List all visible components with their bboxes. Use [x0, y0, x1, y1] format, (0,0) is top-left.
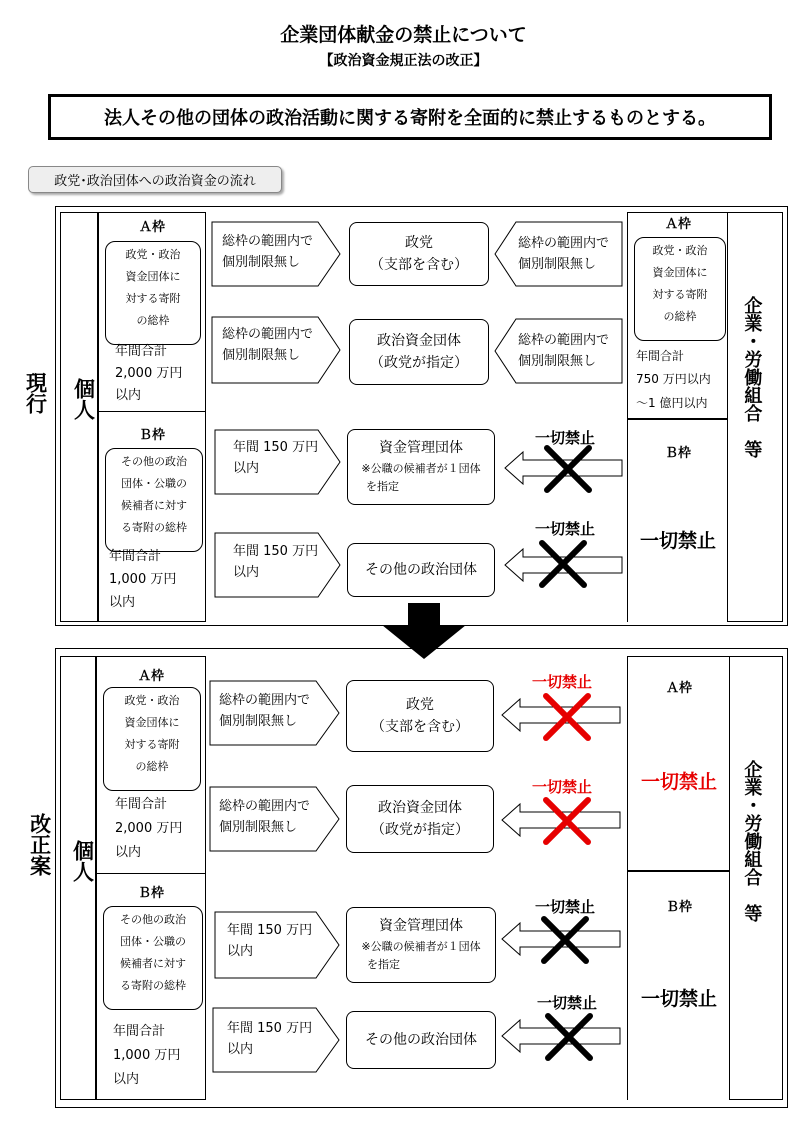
desc-line: 政党・政治 [125, 248, 181, 261]
current-b-title: Ｂ枠 [138, 428, 165, 443]
current-label: 現行 [23, 372, 48, 414]
proposal-ban-x-3 [544, 919, 586, 961]
desc-line: の総枠 [663, 310, 697, 323]
total-line: 2,000 万円 [115, 821, 183, 837]
arrow-line: 年間 150 万円 [233, 440, 319, 455]
arrow-line: 以内 [233, 460, 260, 476]
total-line: 年間合計 [115, 797, 168, 812]
recipient-name: 資金管理団体 [379, 440, 463, 457]
proposal-label: 改正案 [27, 813, 52, 876]
total-line: 以内 [115, 388, 142, 404]
desc-line: 候補者に対す [120, 957, 186, 970]
current-corp-a-title: Ａ枠 [664, 217, 691, 232]
total-line: 2,000 万円 [115, 366, 183, 382]
arrow-line: 総枠の範囲内で [222, 327, 314, 342]
proposal-b-title: Ｂ枠 [137, 886, 164, 901]
desc-line: 資金団体に [652, 266, 708, 279]
arrow-line: 総枠の範囲内で [518, 236, 610, 251]
arrow-line: 以内 [227, 1041, 254, 1057]
total-line: 年間合計 [115, 344, 168, 359]
page-subtitle: 【政治資金規正法の改正】 [319, 53, 488, 69]
arrow-line: 以内 [233, 564, 260, 580]
desc-line: 対する寄附 [125, 292, 181, 305]
recipient-sub: （政党が指定） [371, 822, 469, 838]
proposal-ban-2-label: 一切禁止 [532, 778, 593, 796]
total-line: ～1 億円以内 [636, 395, 708, 410]
total-line: 以内 [109, 594, 136, 610]
arrow-line: 個別制限無し [219, 819, 298, 835]
recipient-name: 政治資金団体 [378, 799, 462, 816]
current-corp-label: 企業・労働組合 等 [741, 296, 763, 458]
arrow-line: 年間 150 万円 [233, 544, 319, 559]
recipient-name: 資金管理団体 [379, 918, 463, 935]
proposal-ban-x-1 [546, 696, 588, 738]
arrow-line: 総枠の範囲内で [219, 799, 311, 814]
total-line: 年間合計 [113, 1024, 166, 1039]
desc-line: の総枠 [135, 760, 169, 773]
desc-line: 資金団体に [124, 716, 180, 729]
recipient-note: を指定 [367, 958, 400, 972]
desc-line: る寄附の総枠 [121, 521, 187, 534]
arrow-line: 以内 [227, 943, 254, 959]
arrow-line: 年間 150 万円 [227, 1021, 313, 1036]
current-corp-b-ban: 一切禁止 [639, 530, 716, 552]
recipient-name: その他の政治団体 [365, 1031, 477, 1048]
arrow-line: 総枠の範囲内で [222, 234, 314, 249]
current-ban-2-label: 一切禁止 [535, 520, 596, 538]
desc-line: 対する寄附 [652, 288, 708, 301]
proposal-individual-label: 個人 [70, 840, 95, 882]
desc-line: その他の政治 [121, 455, 187, 468]
recipient-sub: （支部を含む） [370, 257, 468, 273]
proposal-corp-b-title: Ｂ枠 [665, 900, 692, 915]
recipient-note: を指定 [366, 480, 399, 494]
proposal-ban-1-label: 一切禁止 [532, 673, 593, 691]
page-title: 企業団体献金の禁止について [280, 24, 527, 46]
recipient-name: 政党 [405, 234, 433, 251]
total-line: 年間合計 [636, 349, 685, 363]
total-line: 1,000 万円 [113, 1048, 181, 1064]
proposal-left-arrow-2 [210, 787, 339, 851]
total-line: 1,000 万円 [109, 571, 177, 587]
arrow-line: 個別制限無し [222, 347, 301, 363]
current-ban-x-1 [547, 448, 589, 490]
desc-line: 団体・公職の [121, 477, 187, 490]
desc-line: の総枠 [136, 314, 170, 327]
current-left-arrow-2 [212, 317, 340, 383]
recipient-note: ※公職の候補者が１団体 [361, 461, 481, 475]
proposal-left-arrow-4 [213, 1008, 339, 1072]
recipient-note: ※公職の候補者が１団体 [361, 939, 481, 953]
total-line: 750 万円以内 [636, 372, 711, 387]
proposal-left-arrow-3 [215, 912, 339, 978]
desc-line: 資金団体に [125, 270, 181, 283]
current-left-arrow-4 [215, 533, 340, 597]
flow-label: 政党･政治団体への政治資金の流れ [28, 166, 282, 193]
proposal-corp-b-ban: 一切禁止 [640, 988, 717, 1010]
current-corp-b-title: Ｂ枠 [664, 446, 691, 461]
arrow-line: 総枠の範囲内で [518, 333, 610, 348]
current-left-arrow-1 [212, 222, 340, 286]
recipient-sub: （政党が指定） [370, 355, 468, 371]
arrow-line: 個別制限無し [219, 713, 298, 729]
proposal-ban-3-label: 一切禁止 [535, 898, 596, 916]
desc-line: 政党・政治 [652, 244, 708, 257]
arrow-line: 個別制限無し [518, 256, 597, 272]
arrow-line: 総枠の範囲内で [219, 693, 311, 708]
proposal-ban-4-label: 一切禁止 [537, 994, 598, 1012]
desc-line: 団体・公職の [120, 935, 186, 948]
arrow-line: 個別制限無し [222, 254, 301, 270]
total-line: 以内 [113, 1072, 140, 1088]
desc-line: 候補者に対す [121, 499, 187, 512]
recipient-sub: （支部を含む） [371, 719, 469, 735]
current-right-arrow-1 [495, 222, 622, 286]
recipient-name: その他の政治団体 [365, 561, 477, 578]
total-line: 年間合計 [109, 549, 162, 564]
recipient-name: 政党 [406, 696, 434, 713]
arrow-line: 個別制限無し [518, 353, 597, 369]
proposal-corp-label: 企業・労働組合 等 [741, 760, 763, 922]
proposal-corp-a-ban: 一切禁止 [640, 771, 717, 793]
notice-box: 法人その他の団体の政治活動に関する寄附を全面的に禁止するものとする。 [48, 94, 772, 140]
recipient-name: 政治資金団体 [377, 332, 461, 349]
total-line: 以内 [115, 845, 142, 861]
desc-line: その他の政治 [120, 913, 186, 926]
desc-line: 対する寄附 [124, 738, 180, 751]
proposal-ban-x-2 [546, 800, 588, 842]
proposal-left-arrow-1 [210, 681, 339, 745]
current-left-arrow-3 [215, 430, 340, 494]
current-individual-label: 個人 [71, 378, 96, 420]
proposal-ban-x-4 [548, 1016, 590, 1058]
current-a-title: Ａ枠 [138, 220, 165, 235]
current-ban-x-2 [542, 543, 584, 585]
current-ban-1-label: 一切禁止 [535, 429, 596, 447]
desc-line: る寄附の総枠 [120, 979, 186, 992]
desc-line: 政党・政治 [124, 694, 180, 707]
current-right-arrow-2 [495, 319, 622, 383]
proposal-corp-a-title: Ａ枠 [665, 681, 692, 696]
arrow-line: 年間 150 万円 [227, 923, 313, 938]
proposal-a-title: Ａ枠 [137, 669, 164, 684]
